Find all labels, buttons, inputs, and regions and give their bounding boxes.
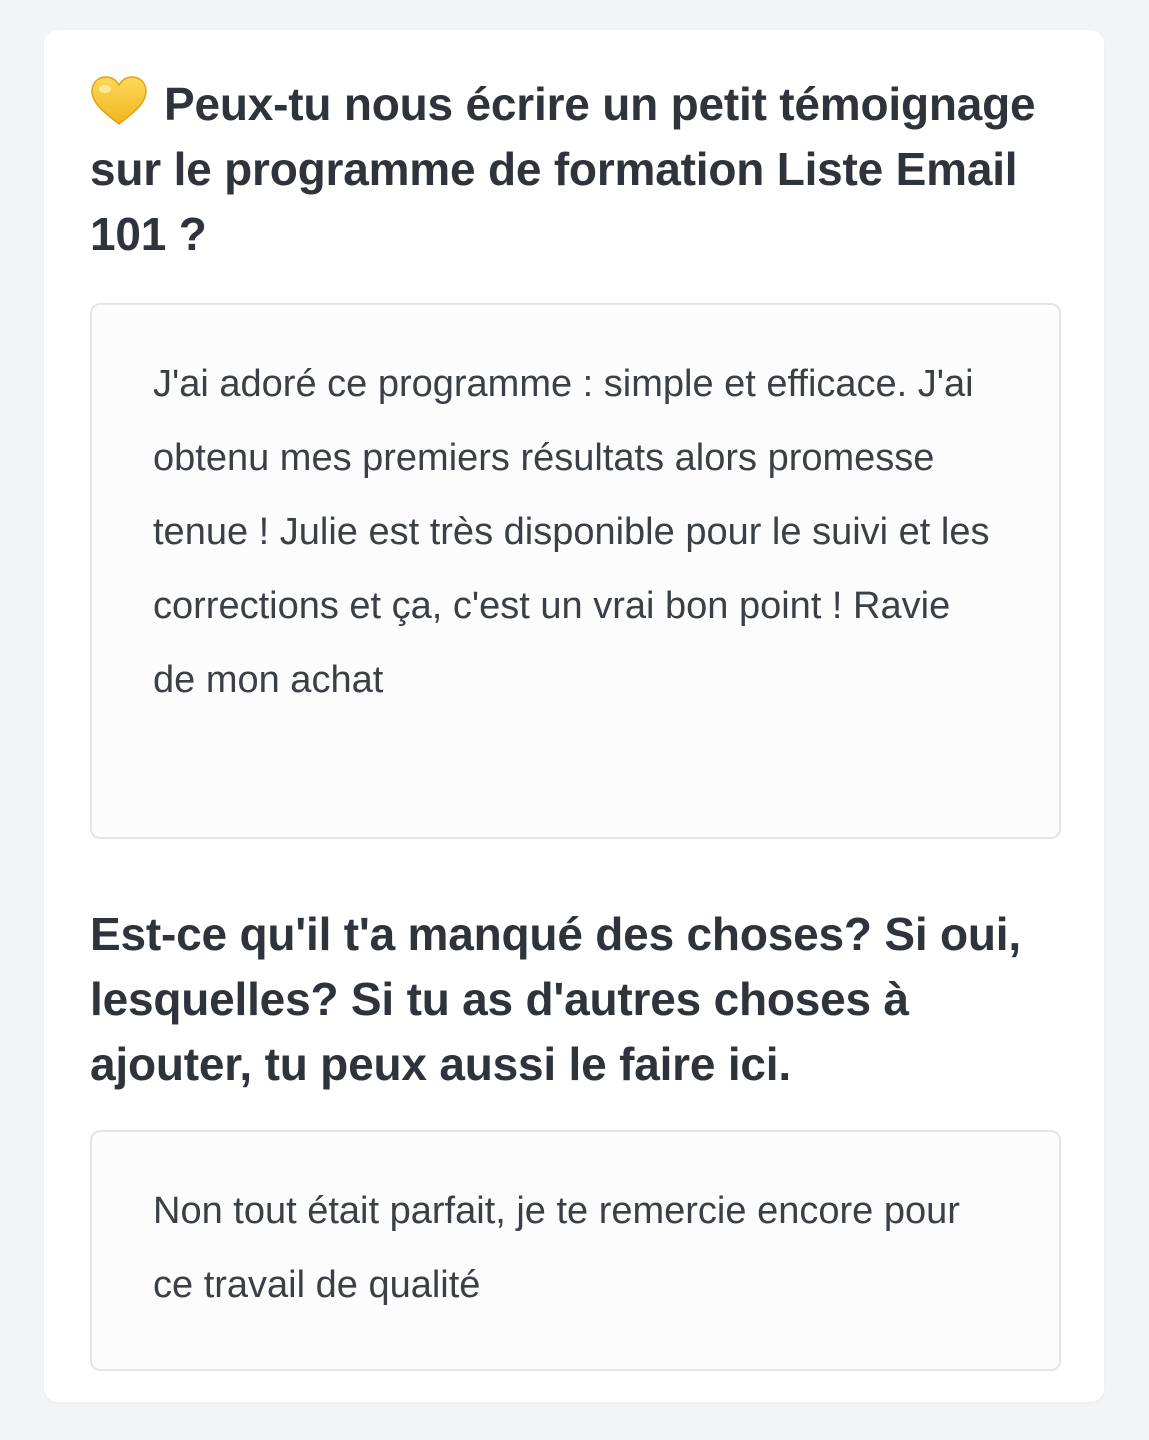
answer-2-field[interactable]: Non tout était parfait, je te remercie encore pour ce travail de qualité bbox=[90, 1130, 1061, 1371]
question-2-text: Est-ce qu'il t'a manqué des choses? Si oui, lesquelles? Si tu as d'autres choses à ajouter, tu peux aussi le faire ici. bbox=[90, 908, 1021, 1090]
yellow-heart-icon bbox=[90, 76, 148, 126]
answer-1-field[interactable]: J'ai adoré ce programme : simple et efficace. J'ai obtenu mes premiers résultats alors promesse tenue ! Julie est très disponible pour le suivi et les corrections et ça, c'est un vrai bon point ! Ravie de mon achat bbox=[90, 303, 1061, 839]
question-1-text: Peux-tu nous écrire un petit témoignage sur le programme de formation Liste Email 101 ? bbox=[90, 78, 1036, 260]
question-1 bbox=[90, 30, 1060, 267]
survey-card bbox=[44, 30, 1104, 1402]
